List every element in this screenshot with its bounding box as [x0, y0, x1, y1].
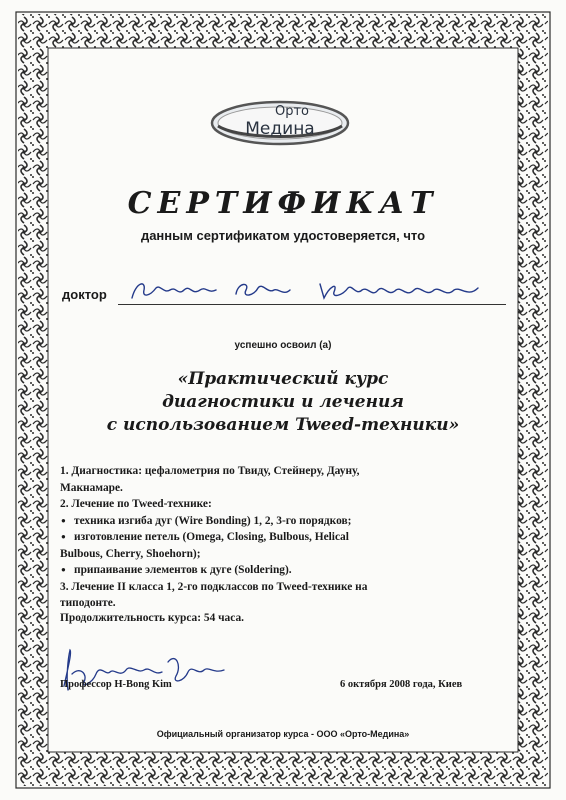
- content-bullet-loops: ● изготовление петель (Omega, Closing, Bulbous, Helical: [60, 529, 510, 546]
- certificate-title: СЕРТИФИКАТ: [127, 186, 439, 221]
- content-line-diagnostics: 1. Диагностика: цефалометрия по Твиду, Стейнеру, Дауну,: [60, 465, 360, 477]
- content-bullet-loops-cont: Bulbous, Cherry, Shoehorn);: [60, 547, 201, 560]
- content-line-class-two: 3. Лечение II класса 1, 2-го подклассов по Tweed-технике на: [60, 580, 368, 593]
- certificate-subtitle: данным сертификатом удостоверяется, что: [140, 228, 426, 243]
- logo-line-2: Медина: [245, 119, 315, 139]
- content-bullet-soldering: ● припаивание элементов к дуге (Soldering).: [60, 562, 510, 579]
- official-organizer: Официальный организатор курса - ООО «Орто-Медина»: [156, 729, 410, 739]
- course-duration: Продолжительность курса: 54 часа.: [60, 612, 244, 624]
- course-title-line-2: диагностики и лечения: [162, 392, 404, 412]
- content-line-treatment: 2. Лечение по Tweed-технике:: [60, 498, 212, 510]
- professor-signature: [58, 648, 228, 698]
- professor-name: Профессор H-Bong Kim: [60, 679, 172, 690]
- content-line-diagnostics-cont: Макнамаре.: [60, 481, 123, 494]
- mastered-label: успешно освоил (а): [234, 340, 332, 351]
- course-contents: [60, 463, 510, 612]
- content-line-class-two-cont: типодонте.: [60, 597, 116, 609]
- course-title-line-1: «Практический курс: [177, 369, 389, 389]
- logo-line-1: Орто: [274, 104, 309, 119]
- doctor-label: доктор: [62, 287, 107, 302]
- date-place: 6 октября 2008 года, Киев: [340, 679, 463, 690]
- logo-text: [210, 104, 350, 139]
- handwritten-doctor-name: [128, 276, 488, 306]
- content-bullet-wire-bonding: ● техника изгиба дуг (Wire Bonding) 1, 2, 3-го порядков;: [60, 513, 510, 530]
- course-title-line-3: с использованием Tweed-техники»: [106, 415, 460, 435]
- course-title: [0, 368, 566, 437]
